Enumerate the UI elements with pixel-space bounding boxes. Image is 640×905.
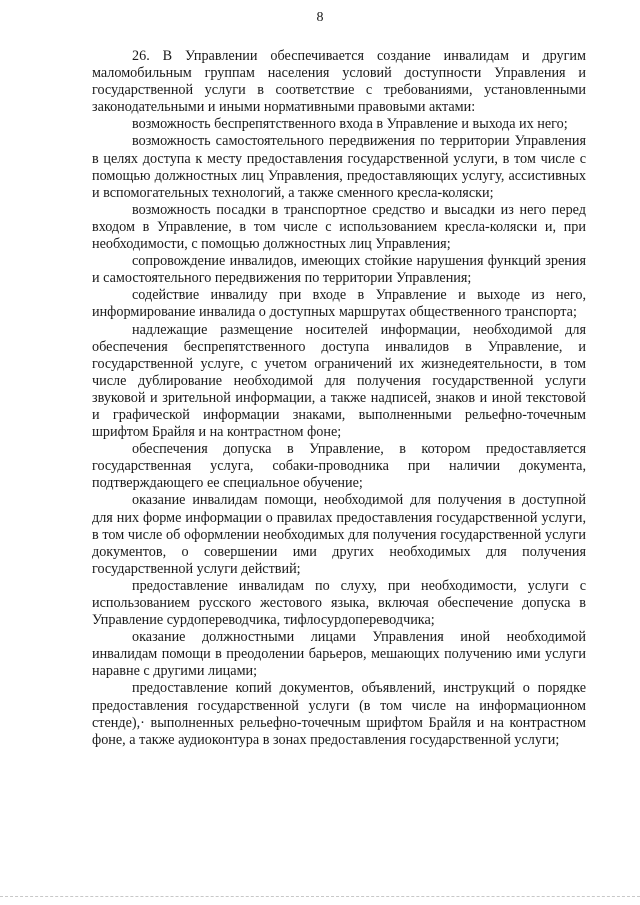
scan-edge-line xyxy=(0,896,640,897)
paragraph-barrier-help: оказание должностными лицами Управления иной необходимой инвалидам помощи в преодолении барьеров, мешающих получению ими услуги наравне с другими лицами; xyxy=(92,629,586,680)
page-number: 8 xyxy=(316,10,324,25)
paragraph-information-help: оказание инвалидам помощи, необходимой для получения в доступной для них форме информации о правилах предоставления государственной услуги, в том числе об оформлении необходимых для получения государственной услуги документов, о совершении ими других необходимых для получения государственной услуги действий; xyxy=(92,492,586,577)
paragraph-sign-language: предоставление инвалидам по слуху, при необходимости, услуги с использованием русского жестового языка, включая обеспечение допуска в Управление сурдопереводчика, тифлосурдопереводчика; xyxy=(92,577,586,629)
document-body xyxy=(92,48,586,749)
paragraph-assistance-entry: содействие инвалиду при входе в Управление и выходе из него, информирование инвалида о доступных маршрутах общественного транспорта; xyxy=(92,287,586,321)
paragraph-entry-exit: возможность беспрепятственного входа в Управление и выхода их него; xyxy=(132,116,568,133)
paragraph-guide-dog: обеспечения допуска в Управление, в котором предоставляется государственная услуга, собаки-проводника при наличии документа, подтверждающего ее специальное обучение; xyxy=(92,441,586,492)
paragraph-vehicle-boarding: возможность посадки в транспортное средство и высадки из него перед входом в Управление, в том числе с использованием кресла-коляски и, при необходимости, с помощью должностных лиц Управления; xyxy=(92,201,586,253)
paragraph-movement: возможность самостоятельного передвижения по территории Управления в целях доступа к месту предоставления государственной услуги, в том числе с помощью должностных лиц Управления, предоставляющих услугу, ассистивных и вспомогательных технологий, а также сменного кресла-коляски; xyxy=(92,133,586,201)
paragraph-braille-copies: предоставление копий документов, объявлений, инструкций о порядке предоставления государственной услуги (в том числе на информационном стенде),· выполненных рельефно-точечным шрифтом Брайля и на контрастном фоне, а также аудиоконтура в зонах предоставления государственной услуги; xyxy=(92,680,586,748)
paragraph-information-placement: надлежащие размещение носителей информации, необходимой для обеспечения беспрепятственного доступа инвалидов в Управление, и государственной услуге, с учетом ограничений их жизнедеятельности, в том числе дублирование необходимой для получения государственной услуги звуковой и зрительной информации, а также надписей, знаков и иной текстовой и графической информации знаками, выполненными рельефно-точечным шрифтом Брайля и на контрастном фоне; xyxy=(92,321,586,441)
paragraph-escort: сопровождение инвалидов, имеющих стойкие нарушения функций зрения и самостоятельного передвижения по территории Управления; xyxy=(92,253,586,287)
paragraph-26-intro: 26. В Управлении обеспечивается создание инвалидам и другим маломобильным группам населения условий доступности Управления и государственной услуги в соответствие с требованиями, установленными законодательными и иными нормативными правовыми актами: xyxy=(92,48,586,116)
